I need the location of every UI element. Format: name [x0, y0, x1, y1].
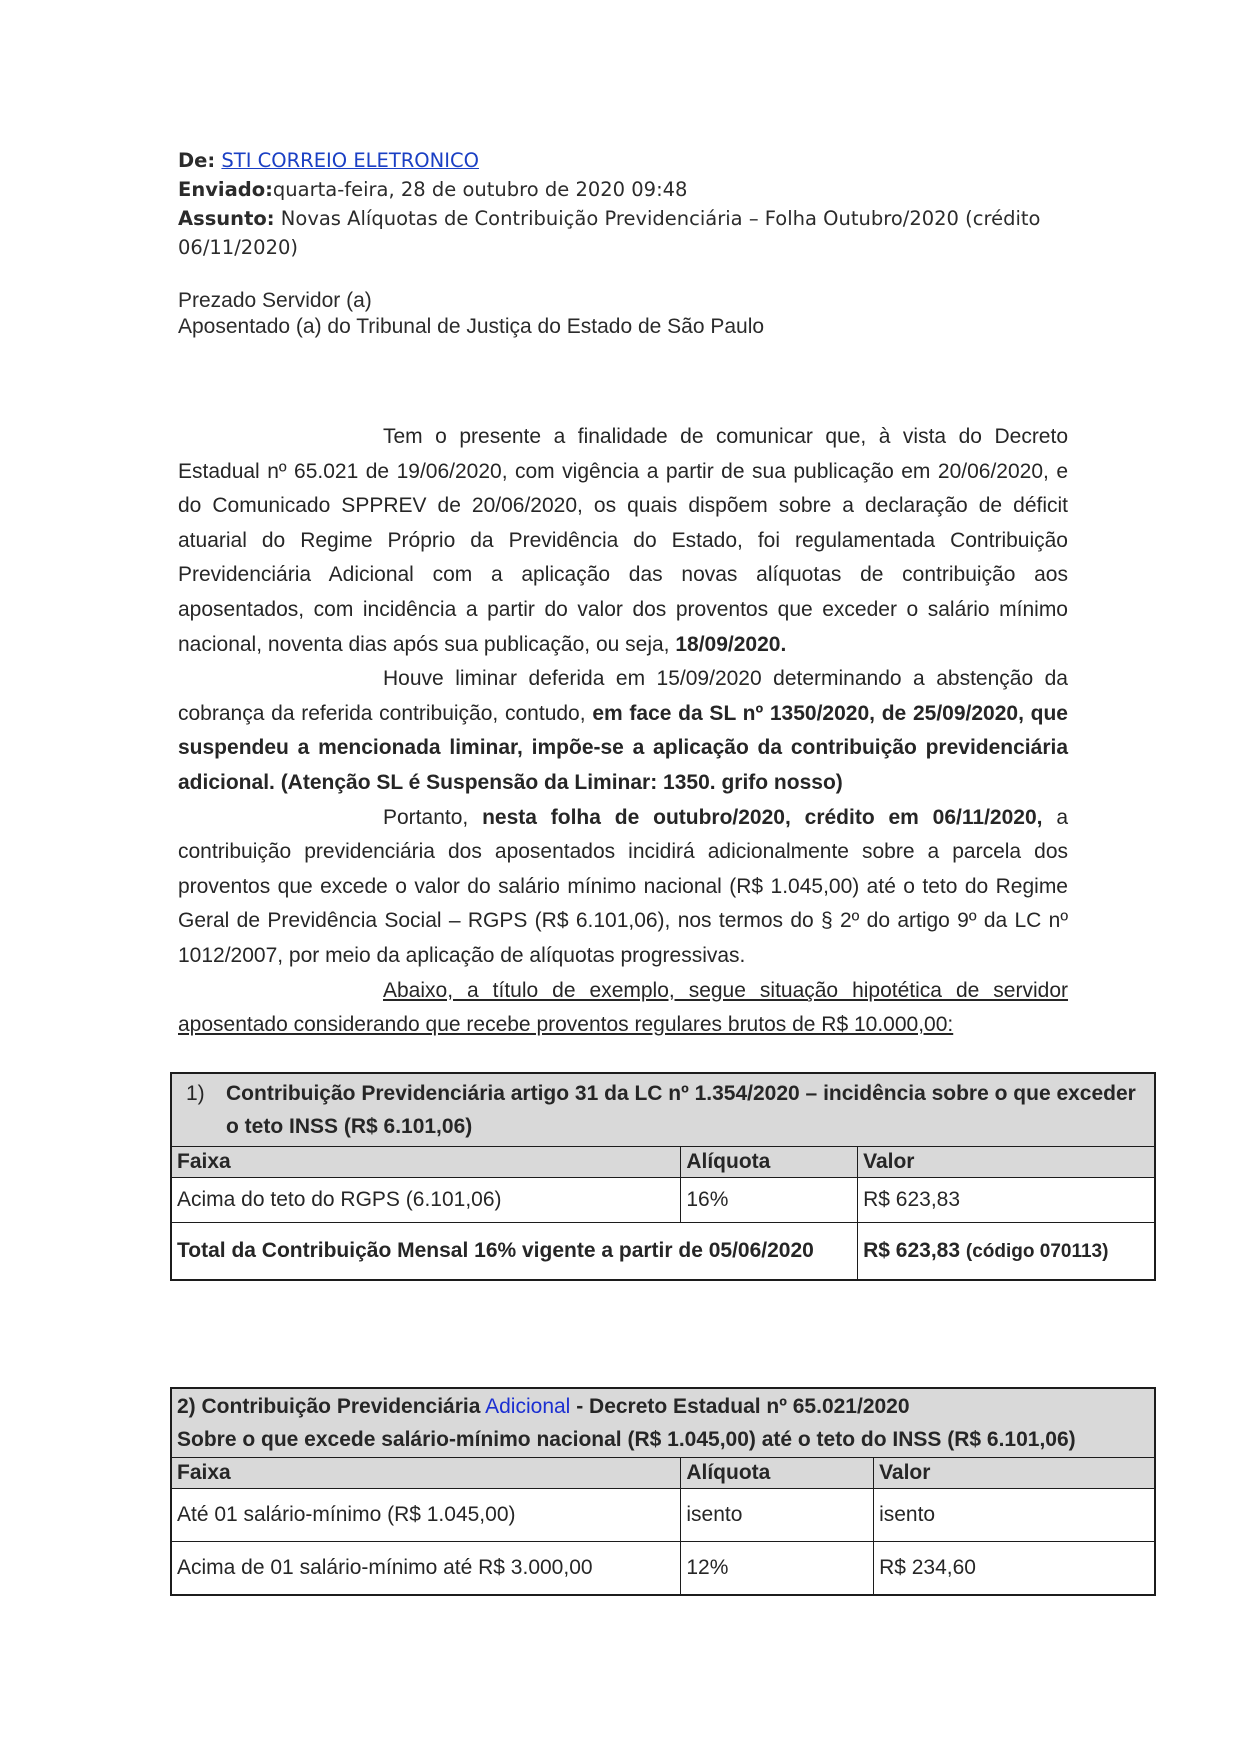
salutation-line-1: Prezado Servidor (a) — [178, 289, 372, 312]
table-row — [171, 1542, 1155, 1596]
paragraph-3-start: Portanto, — [383, 805, 469, 829]
table-2-row-2-valor: R$ 234,60 — [874, 1542, 1155, 1596]
from-label: De: — [178, 149, 216, 172]
table-2-row-2-faixa: Acima de 01 salário-mínimo até R$ 3.000,00 — [171, 1542, 681, 1596]
table-1-number: 1) — [186, 1082, 205, 1105]
table-1-total-value: R$ 623,83 — [863, 1239, 961, 1262]
email-from-line — [178, 146, 1058, 175]
salutation — [178, 288, 1058, 340]
paragraph-3 — [178, 801, 1068, 974]
table-2-row-1-faixa: Até 01 salário-mínimo (R$ 1.045,00) — [171, 1489, 681, 1542]
table-1-title: Contribuição Previdenciária artigo 31 da LC nº 1.354/2020 – incidência sobre o que exceder o teto INSS (R$ 6.101,06) — [226, 1082, 1136, 1138]
from-sender-link[interactable]: STI CORREIO ELETRONICO — [221, 149, 479, 172]
table-1-total-label: Total da Contribuição Mensal 16% vigente a partir de 05/06/2020 — [177, 1239, 814, 1262]
table-2-title-row — [171, 1388, 1155, 1458]
contribution-table-1 — [170, 1072, 1156, 1281]
table-2-header-aliquota: Alíquota — [686, 1461, 771, 1484]
table-1-header-valor: Valor — [863, 1150, 915, 1173]
table-2-subtitle: Sobre o que excede salário-mínimo nacional (R$ 1.045,00) até o teto do INSS (R$ 6.101,06) — [177, 1428, 1076, 1451]
table-2-title-start: 2) Contribuição Previdenciária — [177, 1395, 481, 1418]
table-2-title-highlight: Adicional — [485, 1395, 571, 1418]
paragraph-2 — [178, 662, 1068, 800]
table-1-cell-aliquota: 16% — [681, 1178, 858, 1223]
table-1-header-faixa: Faixa — [177, 1150, 231, 1173]
contribution-table-2 — [170, 1387, 1156, 1596]
table-1-total-code: (código 070113) — [965, 1241, 1109, 1262]
sent-value: quarta-feira, 28 de outubro de 2020 09:48 — [272, 178, 688, 201]
subject-label: Assunto: — [178, 207, 275, 230]
table-2-row-2-aliquota: 12% — [681, 1542, 874, 1596]
table-2-row-1-valor: isento — [874, 1489, 1155, 1542]
table-2-title — [177, 1390, 1149, 1423]
paragraph-3-bold: nesta folha de outubro/2020, crédito em 06/11/2020, — [482, 805, 1043, 829]
table-row — [171, 1489, 1155, 1542]
salutation-line-2: Aposentado (a) do Tribunal de Justiça do Estado de São Paulo — [178, 315, 765, 338]
email-header — [178, 146, 1058, 262]
email-subject-line — [178, 204, 1058, 262]
table-2-header-faixa: Faixa — [177, 1461, 231, 1484]
table-1-total-row — [171, 1223, 1155, 1281]
paragraph-4-underlined: Abaixo, a título de exemplo, segue situação hipotética de servidor aposentado considerando que recebe proventos regulares brutos de R$ 10.000,00: — [178, 978, 1068, 1037]
paragraph-1-date: 18/09/2020. — [675, 632, 787, 656]
email-sent-line — [178, 175, 1058, 204]
table-2-row-1-aliquota: isento — [681, 1489, 874, 1542]
table-1-title-row — [171, 1073, 1155, 1147]
table-1-cell-faixa: Acima do teto do RGPS (6.101,06) — [171, 1178, 681, 1223]
paragraph-1-text: Tem o presente a finalidade de comunicar que, à vista do Decreto Estadual nº 65.021 de 19/06/2020, com vigência a partir de sua publicação em 20/06/2020, e do Comunicado SPPREV de 20/06/2020, os quais dispõem sobre a declaração de déficit atuarial do Regime Próprio da Previdência do Estado, foi regulamentada Contribuição Previdenciária Adicional com a aplicação das novas alíquotas de contribuição aos aposentados, com incidência a partir do valor dos proventos que exceder o salário mínimo nacional, noventa dias após sua publicação, ou seja, — [178, 425, 1068, 656]
subject-value: Novas Alíquotas de Contribuição Previdenciária – Folha Outubro/2020 (crédito 06/11/2020) — [178, 207, 1041, 259]
table-2-header-row — [171, 1458, 1155, 1489]
table-row — [171, 1178, 1155, 1223]
paragraph-1 — [178, 420, 1068, 662]
table-1-header-row — [171, 1147, 1155, 1178]
paragraph-2-text: Houve liminar deferida em 15/09/2020 determinando a abstenção da cobrança da referida contribuição, contudo, — [178, 667, 1068, 725]
paragraph-4 — [178, 974, 1068, 1043]
paragraph-3-end: a contribuição previdenciária dos aposentados incidirá adicionalmente sobre a parcela dos proventos que excede o valor do salário mínimo nacional (R$ 1.045,00) até o teto do Regime Geral de Previdência Social – RGPS (R$ 6.101,06), nos termos do § 2º do artigo 9º da LC nº 1012/2007, por meio da aplicação de alíquotas progressivas. — [178, 805, 1068, 967]
table-2-header-valor: Valor — [879, 1461, 931, 1484]
table-1-header-aliquota: Alíquota — [686, 1150, 771, 1173]
sent-label: Enviado: — [178, 178, 273, 201]
letter-body — [178, 420, 1068, 1043]
paragraph-2-bold: em face da SL nº 1350/2020, de 25/09/2020, que suspendeu a mencionada liminar, impõe-se a aplicação da contribuição previdenciária adicional. (Atenção SL é Suspensão da Liminar: 1350. grifo nosso) — [178, 701, 1068, 794]
table-2-title-end: - Decreto Estadual nº 65.021/2020 — [576, 1395, 910, 1418]
table-1-cell-valor: R$ 623,83 — [858, 1178, 1155, 1223]
